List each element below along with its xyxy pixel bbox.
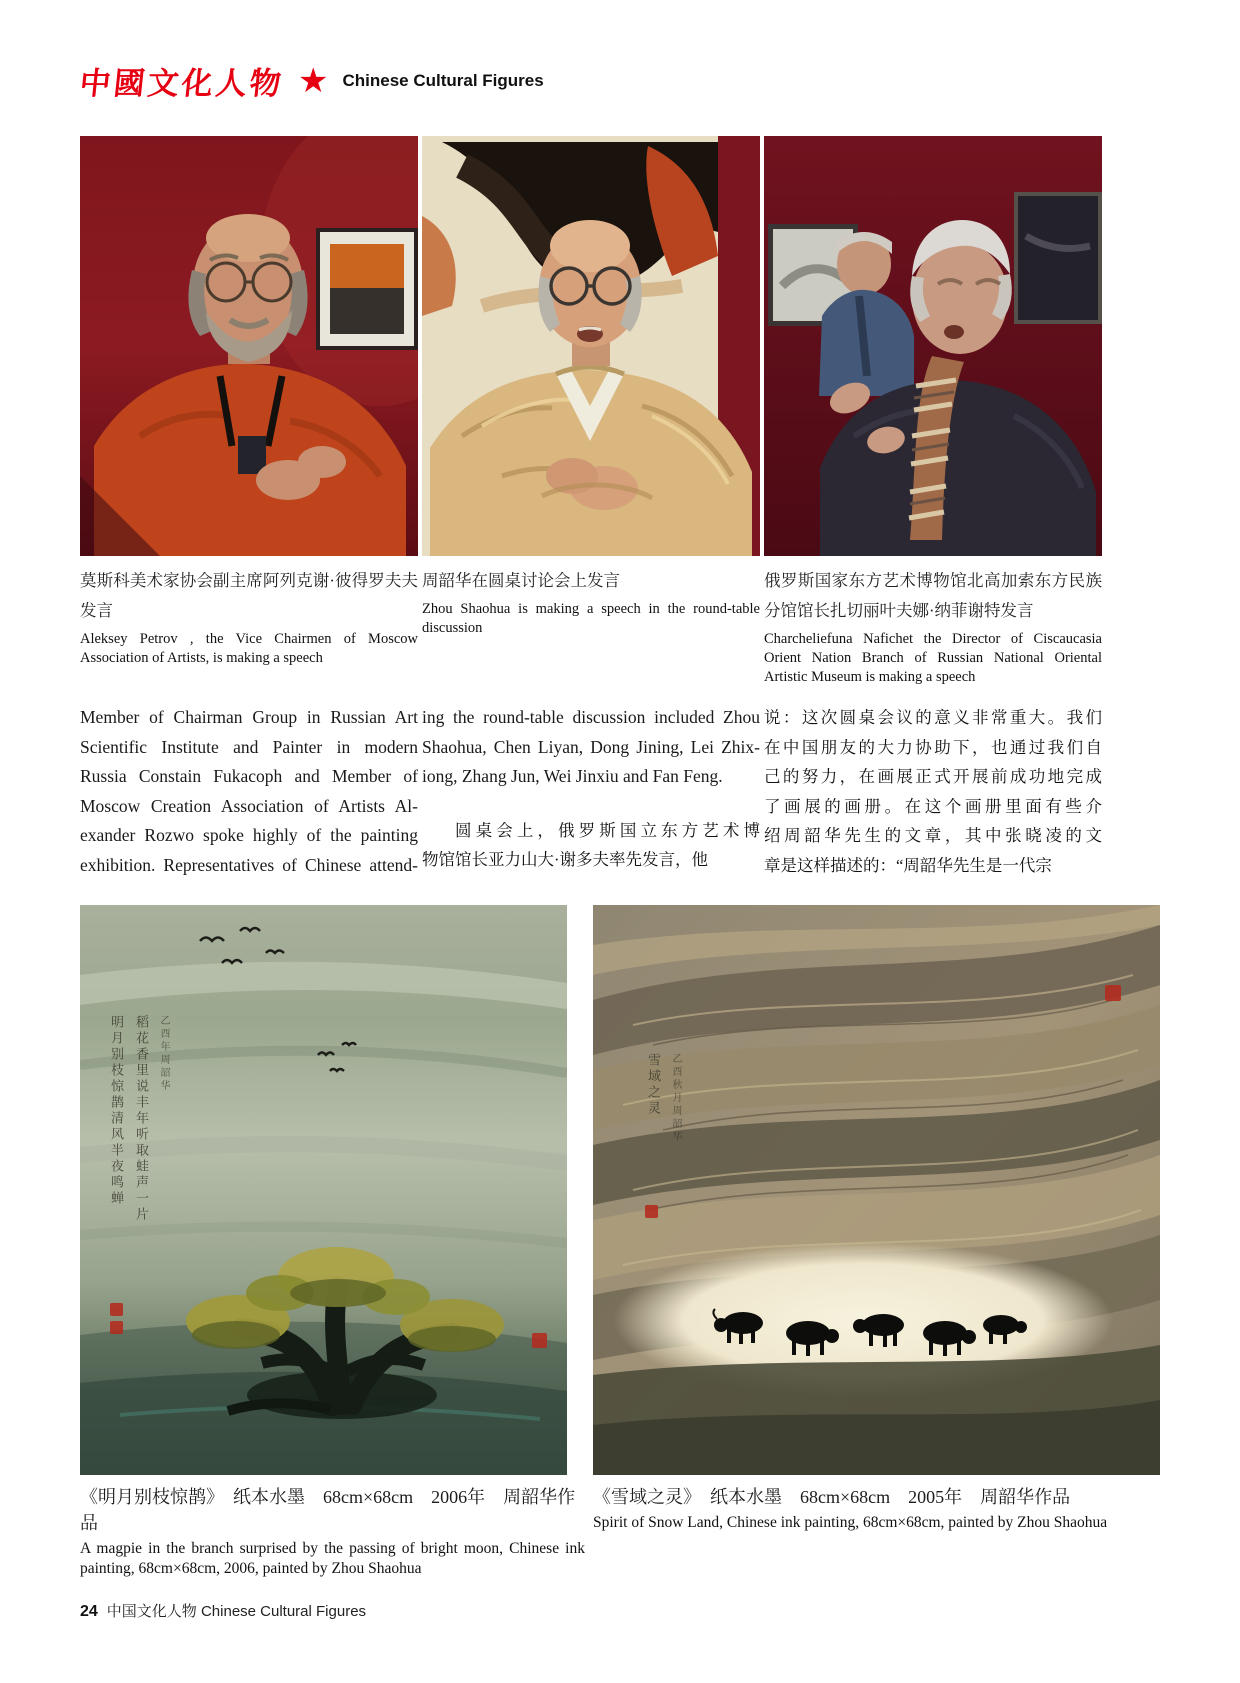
article-line: ing the round-table discussion included Zhou [422, 707, 760, 727]
photo-director-nafichet-image [764, 136, 1102, 556]
photo-caption-english: Charcheliefuna Nafichet the Director of Ciscaucasia Orient Nation Branch of Russian National Oriental Artistic Museum is making a speech [764, 631, 1102, 685]
page-number: 24 [80, 1603, 98, 1620]
inscription-column: 稻花香里说丰年听取蛙声一片 [133, 1015, 148, 1223]
inscription-column: 明月别枝惊鹊清风半夜鸣蝉 [108, 1015, 123, 1207]
article-line: 在中国朋友的大力协助下，也通过我们自 [764, 737, 1102, 757]
article-line: 了画展的画册。在这个画册里面有些介 [764, 796, 1102, 816]
painting-spirit-of-snow-land-image [593, 905, 1160, 1475]
painting-caption-english: A magpie in the branch surprised by the passing of bright moon, Chinese ink painting, 68cm×68cm, 2006, painted by Zhou Shaohua [80, 1540, 585, 1577]
seal-stamp [532, 1333, 547, 1348]
photo-director-nafichet [764, 136, 1102, 556]
seal-stamp [110, 1321, 123, 1334]
article-line: Russia Constain Fukacoph and Member of [80, 766, 418, 786]
photo-caption-chinese: 周韶华在圆桌讨论会上发言 [422, 571, 620, 590]
article-line: 章是这样描述的：“周韶华先生是一代宗 [764, 855, 1052, 875]
photo-zhou-shaohua-image [422, 136, 760, 556]
magazine-logo-english: Chinese Cultural Figures [342, 70, 544, 90]
painting-caption-english: Spirit of Snow Land, Chinese ink painting, 68cm×68cm, painted by Zhou Shaohua [593, 1514, 1108, 1531]
article-column-3 [764, 703, 1102, 880]
photo-row [80, 136, 1102, 556]
painting-caption-chinese: 《雪域之灵》 纸本水墨 68cm×68cm 2005年 周韶华作品 [593, 1487, 1071, 1507]
photo-caption-chinese: 俄罗斯国家东方艺术博物馆北高加索东方民族分馆馆长扎切丽叶夫娜·纳菲谢特发言 [764, 571, 1102, 620]
footer-magazine-title: 中国文化人物 Chinese Cultural Figures [106, 1603, 367, 1620]
article-line: iong, Zhang Jun, Wei Jinxiu and Fan Feng. [422, 766, 723, 786]
painting-caption-block-2 [593, 1484, 1148, 1533]
article-line: Shaohua, Chen Liyan, Dong Jining, Lei Zhix- [422, 736, 760, 757]
paragraph-gap [422, 792, 760, 816]
painting-spirit-of-snow-land [593, 905, 1160, 1475]
painting-caption-chinese: 《明月别枝惊鹊》 纸本水墨 68cm×68cm 2006年 周韶华作品 [80, 1487, 576, 1533]
article-line: exhibition. Representatives of Chinese attend- [80, 854, 418, 875]
photo-caption-block-3 [764, 566, 1102, 687]
inscription-column: 雪域之灵 [645, 1053, 660, 1117]
magazine-logo-chinese: 中國文化人物 [77, 66, 286, 102]
article-line: Scientific Institute and Painter in modern [80, 736, 418, 757]
inscription-column: 乙酉年周韶华 [158, 1015, 169, 1093]
photo-caption-chinese: 莫斯科美术家协会副主席阿列克谢·彼得罗夫夫发言 [80, 571, 418, 620]
painting-inscription [106, 1015, 171, 1223]
photo-zhou-shaohua [422, 136, 760, 556]
article-line: 圆桌会上，俄罗斯国立东方艺术博 [455, 820, 760, 840]
article-line: 说：这次圆桌会议的意义非常重大。我们 [764, 708, 1102, 727]
photo-caption-english: Aleksey Petrov , the Vice Chairmen of Moscow Association of Artists, is making a speech [80, 631, 418, 666]
star-icon: ★ [298, 60, 329, 101]
article-line: Member of Chairman Group in Russian Art [80, 707, 418, 727]
article-line: 物馆馆长亚力山大·谢多夫率先发言，他 [422, 850, 708, 869]
article-line: exander Rozwo spoke highly of the painting [80, 825, 418, 845]
article-line: 绍周韶华先生的文章，其中张晓凌的文 [764, 826, 1102, 845]
article-line: Moscow Creation Association of Artists Al- [80, 795, 418, 816]
article-column-1 [80, 703, 418, 880]
photo-caption-block-1 [80, 566, 418, 668]
painting-inscription [643, 1053, 683, 1144]
painting-caption-block-1 [80, 1484, 585, 1579]
page-footer [80, 1600, 366, 1621]
seal-stamp [110, 1303, 123, 1316]
photo-caption-block-2 [422, 566, 760, 638]
photo-aleksey-petrov-image [80, 136, 418, 556]
photo-aleksey-petrov [80, 136, 418, 556]
seal-stamp [645, 1205, 658, 1218]
masthead [77, 58, 544, 103]
photo-caption-english: Zhou Shaohua is making a speech in the round-table discussion [422, 601, 760, 636]
seal-stamp [1105, 985, 1121, 1001]
painting-magpie-moon [80, 905, 567, 1475]
article-column-2 [422, 703, 760, 875]
article-line: 己的努力，在画展正式开展前成功地完成 [764, 767, 1102, 786]
inscription-column: 乙酉秋月周韶华 [670, 1053, 681, 1144]
